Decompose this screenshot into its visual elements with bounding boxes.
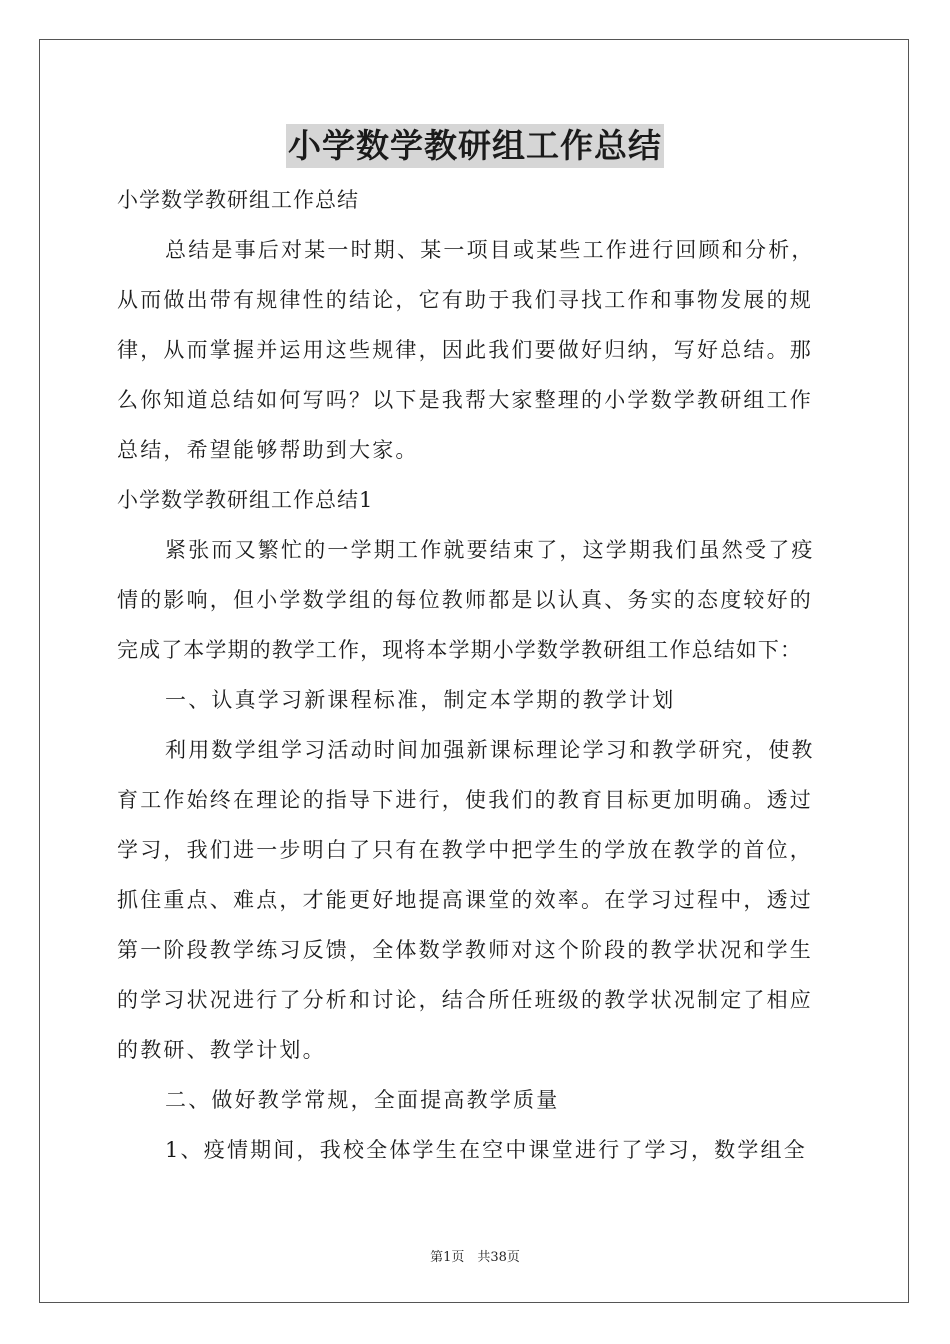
section-line: 情的影响，但小学数学组的每位教师都是以认真、务实的态度较好的 (117, 588, 813, 612)
heading-one: 一、认真学习新课程标准，制定本学期的教学计划 (165, 688, 676, 712)
intro-line: 从而做出带有规律性的结论，它有助于我们寻找工作和事物发展的规 (117, 288, 813, 312)
title-container (0, 124, 950, 168)
section-line: 紧张而又繁忙的一学期工作就要结束了，这学期我们虽然受了疫 (165, 538, 815, 562)
intro-line: 总结是事后对某一时期、某一项目或某些工作进行回顾和分析， (165, 238, 815, 262)
page-footer: 第1页 共38页 (430, 1250, 520, 1265)
paragraph-one-line: 学习，我们进一步明白了只有在教学中把学生的学放在教学的首位， (117, 838, 813, 862)
paragraph-one-line: 的教研、教学计划。 (117, 1038, 326, 1062)
intro-line: 律，从而掌握并运用这些规律，因此我们要做好归纳，写好总结。那 (117, 338, 813, 362)
section-title: 小学数学教研组工作总结1 (117, 488, 374, 512)
section-line: 完成了本学期的教学工作，现将本学期小学数学教研组工作总结如下： (117, 638, 803, 662)
intro-line: 总结，希望能够帮助到大家。 (117, 438, 419, 462)
heading-two: 二、做好教学常规，全面提高教学质量 (165, 1088, 560, 1112)
paragraph-one-line: 第一阶段教学练习反馈，全体数学教师对这个阶段的教学状况和学生 (117, 938, 813, 962)
paragraph-one-line: 抓住重点、难点，才能更好地提高课堂的效率。在学习过程中，透过 (117, 888, 813, 912)
document-subtitle: 小学数学教研组工作总结 (117, 188, 359, 212)
paragraph-one-line: 利用数学组学习活动时间加强新课标理论学习和教学研究，使教 (165, 738, 815, 762)
intro-line: 么你知道总结如何写吗？以下是我帮大家整理的小学数学教研组工作 (117, 388, 813, 412)
paragraph-one-line: 育工作始终在理论的指导下进行，使我们的教育目标更加明确。透过 (117, 788, 813, 812)
document-title: 小学数学教研组工作总结 (286, 124, 664, 168)
document-body (117, 180, 837, 1180)
paragraph-two-line: 1、疫情期间，我校全体学生在空中课堂进行了学习，数学组全 (165, 1138, 807, 1162)
paragraph-one-line: 的学习状况进行了分析和讨论，结合所任班级的教学状况制定了相应 (117, 988, 813, 1012)
